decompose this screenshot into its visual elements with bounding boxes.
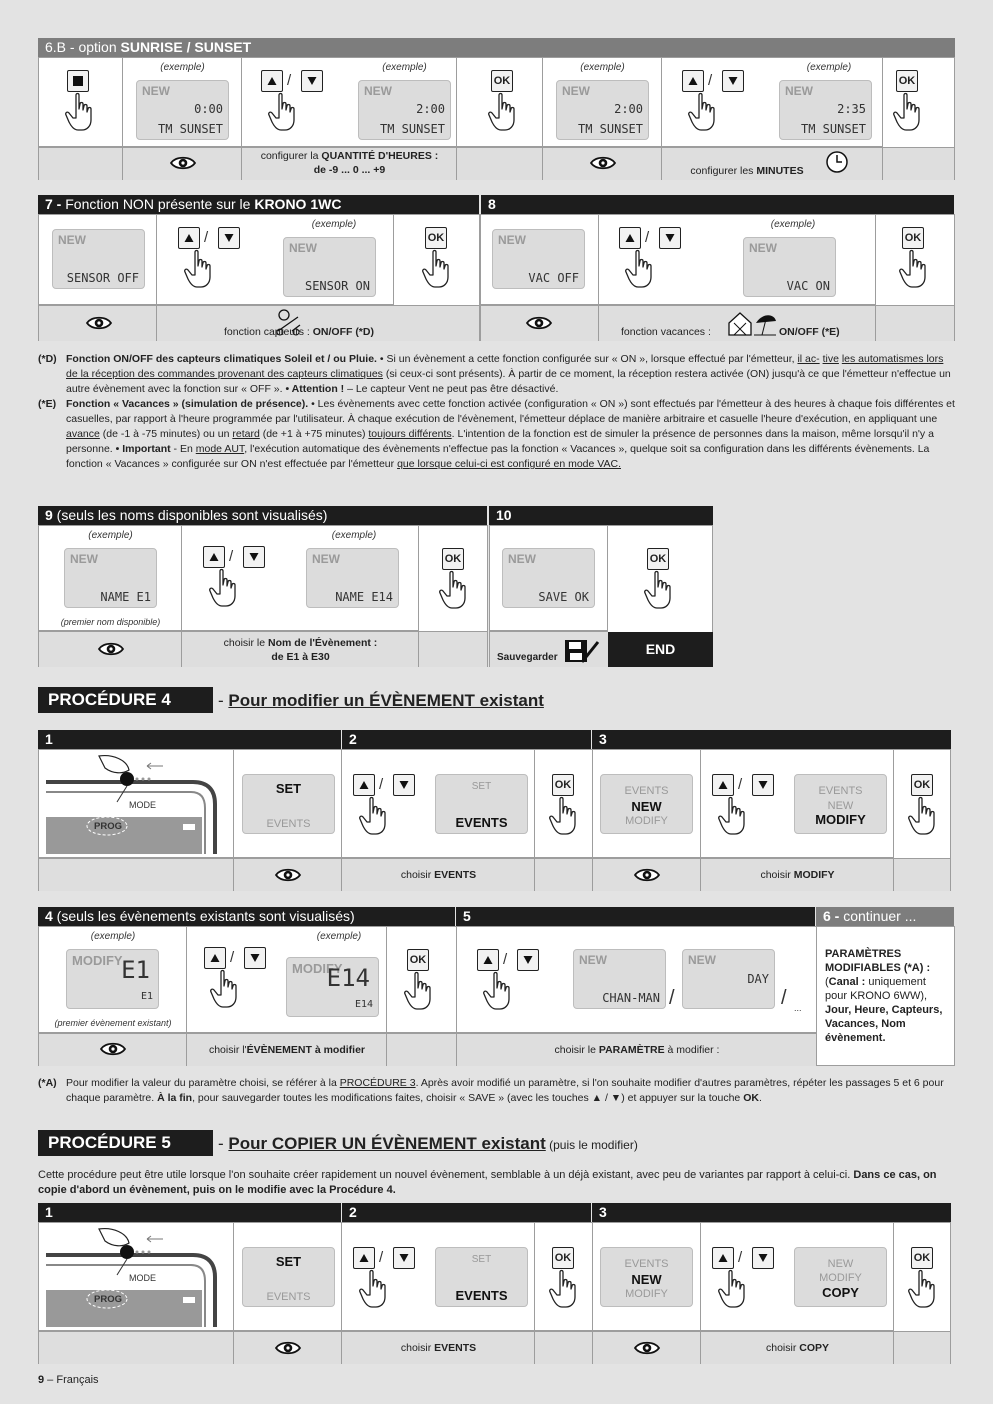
section-7-box: NEW SENSOR OFF / (exemple) NEW SENSOR ON OK fonction capteurs : ON/OFF (*D) — [38, 214, 480, 341]
clock-icon — [825, 150, 849, 174]
eye-icon — [170, 155, 196, 171]
example-label: (exemple) — [316, 931, 362, 942]
eye-icon — [100, 1041, 126, 1057]
down-arrow-key-icon — [722, 70, 744, 92]
up-arrow-key-icon — [353, 774, 375, 796]
hand-press-icon — [687, 92, 717, 132]
section-9-header: 9 (seuls les noms disponibles sont visualisés) — [38, 506, 487, 525]
save-label: Sauvegarder — [497, 652, 558, 663]
section-7-header: 7 - Fonction NON présente sur le KRONO 1WC — [38, 195, 479, 214]
hand-press-icon — [267, 92, 297, 132]
lcd-display: NEW 2:00 TM SUNSET — [358, 80, 451, 140]
hand-press-icon — [209, 969, 239, 1009]
caption-sensors: fonction capteurs : ON/OFF (*D) — [224, 326, 374, 338]
ok-key-icon: OK — [442, 548, 464, 570]
procedure-4-title: PROCÉDURE 4 — [38, 687, 213, 713]
lcd-display: MODIFY E1 E1 — [66, 949, 159, 1009]
caption-name: choisir le Nom de l'Évènement : de E1 à E30 — [223, 637, 378, 663]
section-8-box: NEW VAC OFF / (exemple) NEW VAC ON OK fonction vacances : ON/OFF (*E) — [480, 214, 955, 341]
procedure-5-intro: Cette procédure peut être utile lorsque l'on souhaite créer rapidement un nouvel évènement, semblable à un déjà existant, avec peu de variantes par rapport à celui-ci. Dans ce cas, on copie d'abord un évènement, puis on le modifie avec la Procédure 4. — [38, 1169, 937, 1196]
eye-icon — [275, 867, 301, 883]
eye-icon — [634, 1340, 660, 1356]
down-arrow-key-icon — [752, 1247, 774, 1269]
lcd-display: SET EVENTS — [242, 774, 335, 834]
lcd-display: EVENTS NEW MODIFY — [794, 774, 887, 834]
ok-key-icon: OK — [911, 1247, 933, 1269]
up-arrow-key-icon — [682, 70, 704, 92]
example-label: (exemple) — [770, 219, 816, 230]
caption-vacation: fonction vacances : — [621, 326, 711, 338]
up-arrow-key-icon — [619, 227, 641, 249]
lcd-display: SET EVENTS — [242, 1247, 335, 1307]
modifiable-parameters: PARAMÈTRES MODIFIABLES (*A) : (Canal : uniquement pour KRONO 6WW), Jour, Heure, Capteurs, Vacances, Nom évènement. — [825, 948, 943, 1044]
lcd-display: NEW MODIFY COPY — [794, 1247, 887, 1307]
lcd-display: NEW SENSOR ON — [283, 237, 376, 297]
prog-label: PROG — [94, 821, 122, 832]
section-8-header: 8 — [481, 195, 954, 214]
ok-key-icon: OK — [552, 1247, 574, 1269]
lcd-display: EVENTS NEW MODIFY — [600, 774, 693, 834]
up-arrow-key-icon — [477, 949, 499, 971]
ok-key-icon: OK — [407, 949, 429, 971]
hand-press-icon — [487, 92, 517, 132]
ok-key-icon: OK — [902, 227, 924, 249]
hand-press-icon — [643, 570, 673, 610]
example-label: (exemple) — [90, 931, 136, 942]
hand-press-icon — [907, 796, 937, 836]
caption-choose-parameter: choisir le PARAMÈTRE à modifier : — [554, 1044, 720, 1056]
down-arrow-key-icon — [393, 1247, 415, 1269]
up-arrow-key-icon — [261, 70, 283, 92]
ok-key-icon: OK — [896, 70, 918, 92]
down-arrow-key-icon — [218, 227, 240, 249]
page-footer: 9 – Français — [38, 1374, 99, 1386]
example-label: (exemple) — [806, 62, 852, 73]
end-label: END — [608, 632, 713, 667]
p4-step3-header: 3 — [592, 730, 951, 749]
up-arrow-key-icon — [712, 1247, 734, 1269]
p5-step2-header: 2 — [342, 1203, 591, 1222]
caption-choose-events: choisir EVENTS — [400, 869, 477, 881]
hand-press-icon — [421, 249, 451, 289]
caption-vacation-onoff: ON/OFF (*E) — [779, 326, 840, 338]
example-label: (exemple) — [311, 219, 357, 230]
down-arrow-key-icon — [301, 70, 323, 92]
house-beach-icon — [726, 309, 778, 337]
up-arrow-key-icon — [178, 227, 200, 249]
stop-key-icon — [67, 70, 89, 92]
hand-press-icon — [717, 796, 747, 836]
section-6b-box: (exemple) NEW 0:00 TM SUNSET / (exemple) NEW 2:00 TM SUNSET OK (exemple) NEW 2:00 TM SUNSET / (exemple) NEW 2:35 TM SUNSET OK configurer la QUANTITÉ D'HEURES : de -9 ... 0 ... +9 configurer les MINUTES — [38, 57, 955, 180]
ok-key-icon: OK — [491, 70, 513, 92]
p4-row2-box: (exemple) MODIFY E1 E1 (premier évènement existant) / (exemple) MODIFY E14 E14 OK / NEW CHAN-MAN / NEW DAY / ... choisir l'ÉVÈNEMENT à modifier choisir le PARAMÈTRE à modifier : PARAMÈTRES MODIFIABLES (*A) : (Canal : uniquement pour KRONO 6WW), Jour, Heure, Capteurs, Vacances, Nom évènement. — [38, 926, 955, 1066]
caption-choose-event: choisir l'ÉVÈNEMENT à modifier — [208, 1044, 366, 1056]
section-6b-header: 6.B - option SUNRISE / SUNSET — [38, 38, 955, 57]
caption-choose-modify: choisir MODIFY — [760, 869, 835, 881]
down-arrow-key-icon — [517, 949, 539, 971]
lcd-display: SET EVENTS — [435, 774, 528, 834]
lcd-display: NEW VAC OFF — [492, 229, 585, 289]
p4-row1-box: MODE PROG SET EVENTS / SET EVENTS OK EVENTS NEW MODIFY / EVENTS NEW MODIFY OK choisir EVENTS choisir MODIFY — [38, 749, 951, 891]
hand-press-icon — [907, 1269, 937, 1309]
ok-key-icon: OK — [425, 227, 447, 249]
p5-step3-header: 3 — [592, 1203, 951, 1222]
lcd-display: NEW 2:00 TM SUNSET — [556, 80, 649, 140]
down-arrow-key-icon — [244, 947, 266, 969]
lcd-display: EVENTS NEW MODIFY — [600, 1247, 693, 1307]
hand-press-icon — [717, 1269, 747, 1309]
example-label: (exemple) — [160, 62, 205, 73]
section-9-box: (exemple) NEW NAME E1 (premier nom disponible) / (exemple) NEW NAME E14 OK choisir le Nom de l'Évènement : de E1 à E30 — [38, 525, 488, 667]
example-label: (exemple) — [331, 530, 377, 541]
eye-icon — [86, 315, 112, 331]
lcd-display: NEW NAME E14 — [306, 548, 399, 608]
down-arrow-key-icon — [659, 227, 681, 249]
lcd-display: NEW SENSOR OFF — [52, 229, 145, 289]
hand-press-icon — [548, 1269, 578, 1309]
section-10-header: 10 — [489, 506, 713, 525]
hand-press-icon — [64, 92, 94, 132]
up-arrow-key-icon — [203, 546, 225, 568]
first-name-label: (premier nom disponible) — [60, 617, 161, 627]
caption-choose-copy: choisir COPY — [765, 1342, 830, 1354]
eye-icon — [526, 315, 552, 331]
eye-icon — [275, 1340, 301, 1356]
example-label: (exemple) — [580, 62, 625, 73]
procedure-4-subtitle: - Pour modifier un ÉVÈNEMENT existant — [218, 691, 544, 710]
hand-press-icon — [898, 249, 928, 289]
section-10-box — [489, 525, 713, 667]
eye-icon — [634, 867, 660, 883]
note-a: (*A) Pour modifier la valeur du paramètre choisi, se référer à la PROCÉDURE 3. Après avoir modifié un paramètre, si l'on souhaite modifier d'autres paramètres, répéter les passages 5 et 6 pour chaque paramètre. À la fin, pour sauvegarder toutes les modifications faites, choisir « SAVE » (avec les touches ▲ / ▼) et appuyer sur la touche OK. — [38, 1077, 944, 1104]
down-arrow-key-icon — [243, 546, 265, 568]
p4-step5-header: 5 — [456, 907, 815, 926]
ok-key-icon: OK — [647, 548, 669, 570]
lcd-display: SET EVENTS — [435, 1247, 528, 1307]
p4-step1-header: 1 — [38, 730, 341, 749]
down-arrow-key-icon — [393, 774, 415, 796]
lcd-display: NEW DAY — [682, 949, 775, 1009]
down-arrow-key-icon — [752, 774, 774, 796]
caption-hours: configurer la QUANTITÉ D'HEURES : de -9 ... 0 ... +9 — [260, 150, 439, 176]
note-e: (*E) Fonction « Vacances » (simulation de présence). • Les évènements avec cette fonction activée (configuration « ON ») sont effectués par l'émetteur à des heures à chaque fois différentes et casuelles, par rapport à l'heure programmée par l'utilisateur. À chaque exécution de l'évènement, l'émetteur déplace de manière arbitraire et casuelle l'heure d'exécution, en appliquant une avance (de -1 à -75 minutes) ou un retard (de +1 à +75 minutes) toujours différents. L'intention de la fonction est de simuler la présence de personnes dans la maison, même lorsqu'il n'y a personne. • Important - En mode AUT, l'exécution automatique des évènements n'effectue pas la fonction « Vacances », quelque soit sa configuration dans les différents évènements. La fonction « Vacances » configurée sur ON n'est effectuée par l'émetteur que lorsque celui-ci est configuré en mode VAC. — [38, 398, 955, 470]
first-event-label: (premier évènement existant) — [54, 1018, 172, 1028]
ok-key-icon: OK — [911, 774, 933, 796]
hand-press-icon — [482, 971, 512, 1011]
p5-step1-header: 1 — [38, 1203, 341, 1222]
up-arrow-key-icon — [712, 774, 734, 796]
eye-icon — [98, 641, 124, 657]
p4-step2-header: 2 — [342, 730, 591, 749]
lcd-display: NEW 0:00 TM SUNSET — [136, 80, 229, 140]
p5-row1-box: MODE PROG SET EVENTS / SET EVENTS OK EVENTS NEW MODIFY / NEW MODIFY COPY OK choisir EVENTS choisir COPY — [38, 1222, 951, 1364]
example-label: (exemple) — [382, 62, 427, 73]
caption-minutes: configurer les MINUTES — [690, 165, 804, 177]
up-arrow-key-icon — [204, 947, 226, 969]
note-d: (*D) Fonction ON/OFF des capteurs climatiques Soleil et / ou Pluie. • Si un évènement a cette fonction configurée sur « ON », lorsque effectué par l'émetteur, il ac- tive les automatismes lors de la réception des commandes provenant des capteurs climatiques (si ceux-ci sont présents). À partir de ce moment, la réception restera activée (ON) jusqu'à ce que l'émetteur n'effectue un autre évènement avec la fonction sur « OFF ». • Attention ! – Le capteur Vent ne peut pas être désactivé. — [38, 353, 951, 395]
hand-press-icon — [403, 971, 433, 1011]
up-arrow-key-icon — [353, 1247, 375, 1269]
procedure-5-title: PROCÉDURE 5 — [38, 1130, 213, 1156]
hand-press-icon — [183, 249, 213, 289]
eye-icon — [590, 155, 616, 171]
hand-press-icon — [208, 568, 238, 608]
lcd-display: NEW SAVE OK — [502, 548, 595, 608]
p4-step6-header: 6 - continuer ... — [816, 907, 954, 926]
caption-choose-events: choisir EVENTS — [400, 1342, 477, 1354]
lcd-display: NEW NAME E1 — [64, 548, 157, 608]
ok-key-icon: OK — [552, 774, 574, 796]
hand-press-icon — [624, 249, 654, 289]
hand-press-icon — [892, 92, 922, 132]
lcd-display: NEW VAC ON — [743, 237, 836, 297]
prog-label: PROG — [94, 1294, 122, 1305]
p4-step4-header: 4 (seuls les évènements existants sont visualisés) — [38, 907, 455, 926]
hand-press-icon — [358, 796, 388, 836]
lcd-display: NEW CHAN-MAN — [573, 949, 666, 1009]
mode-label: MODE — [129, 1273, 156, 1283]
mode-label: MODE — [129, 800, 156, 810]
example-label: (exemple) — [88, 530, 133, 541]
lcd-display: MODIFY E14 E14 — [286, 957, 379, 1017]
hand-press-icon — [438, 570, 468, 610]
hand-press-icon — [358, 1269, 388, 1309]
hand-press-icon — [548, 796, 578, 836]
procedure-5-subtitle: - Pour COPIER UN ÉVÈNEMENT existant (puis le modifier) — [218, 1134, 638, 1153]
lcd-display: NEW 2:35 TM SUNSET — [779, 80, 872, 140]
floppy-save-icon — [564, 636, 600, 664]
